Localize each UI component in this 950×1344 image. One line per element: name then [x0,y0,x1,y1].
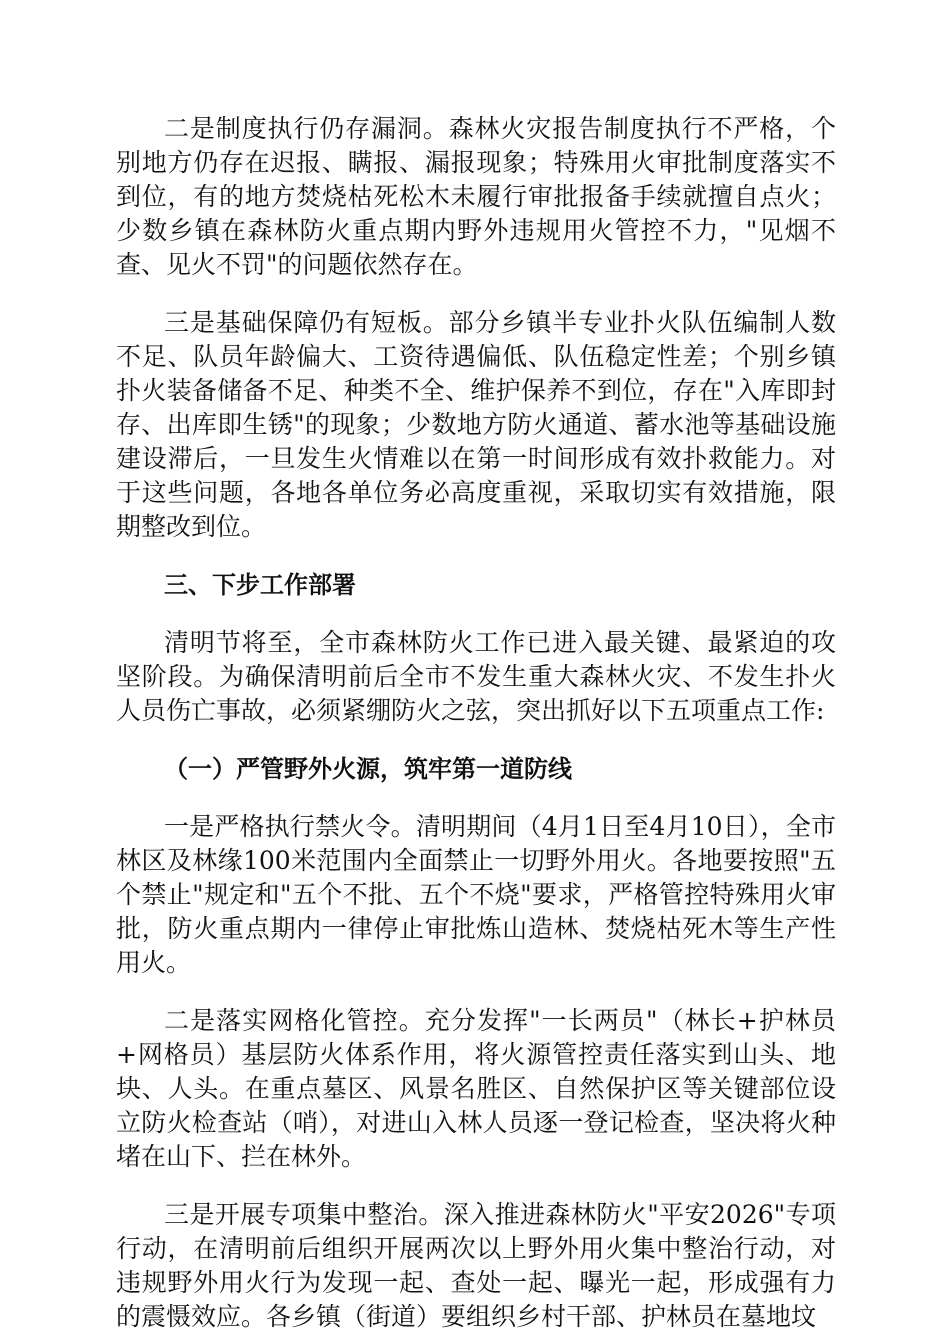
document-body [116,112,836,1334]
paragraph-infrastructure-shortfalls: 三是基础保障仍有短板。部分乡镇半专业扑火队伍编制人数不足、队员年龄偏大、工资待遇偏低、队伍稳定性差；个别乡镇扑火装备储备不足、种类不全、维护保养不到位，存在"入库即封存、出库即生锈"的现象；少数地方防火通道、蓄水池等基础设施建设滞后，一旦发生火情难以在第一时间形成有效扑救能力。对于这些问题，各地各单位务必高度重视，采取切实有效措施，限期整改到位。 [116,308,836,541]
paragraph-grid-management: 二是落实网格化管控。充分发挥"一长两员"（林长+护林员+网格员）基层防火体系作用，将火源管控责任落实到山头、地块、人头。在重点墓区、风景名胜区、自然保护区等关键部位设立防火检查站（哨），对进山入林人员逐一登记检查，坚决将火种堵在山下、拦在林外。 [116,1006,836,1171]
paragraph-special-rectification: 三是开展专项集中整治。深入推进森林防火"平安2026"专项行动，在清明前后组织开展两次以上野外用火集中整治行动，对违规野外用火行为发现一起、查处一起、曝光一起，形成强有力的震慑效应。各乡镇（街道）要组织乡村干部、护林员在墓地坟 [116,1200,836,1331]
section-heading-next-steps: 三、下步工作部署 [164,571,356,599]
subsection-heading-fire-source-control: （一）严管野外火源，筑牢第一道防线 [164,755,572,783]
paragraph-fire-ban: 一是严格执行禁火令。清明期间（4月1日至4月10日），全市林区及林缘100米范围内全面禁止一切野外用火。各地要按照"五个禁止"规定和"五个不批、五个不烧"要求，严格管控特殊用火审批，防火重点期内一律停止审批炼山造林、焚烧枯死木等生产性用火。 [116,812,836,977]
paragraph-system-loopholes: 二是制度执行仍存漏洞。森林火灾报告制度执行不严格，个别地方仍存在迟报、瞒报、漏报现象；特殊用火审批制度落实不到位，有的地方焚烧枯死松木未履行审批报备手续就擅自点火；少数乡镇在森林防火重点期内野外违规用火管控不力，"见烟不查、见火不罚"的问题依然存在。 [116,114,836,279]
paragraph-qingming-intro: 清明节将至，全市森林防火工作已进入最关键、最紧迫的攻坚阶段。为确保清明前后全市不发生重大森林火灾、不发生扑火人员伤亡事故，必须紧绷防火之弦，突出抓好以下五项重点工作: [116,628,836,725]
